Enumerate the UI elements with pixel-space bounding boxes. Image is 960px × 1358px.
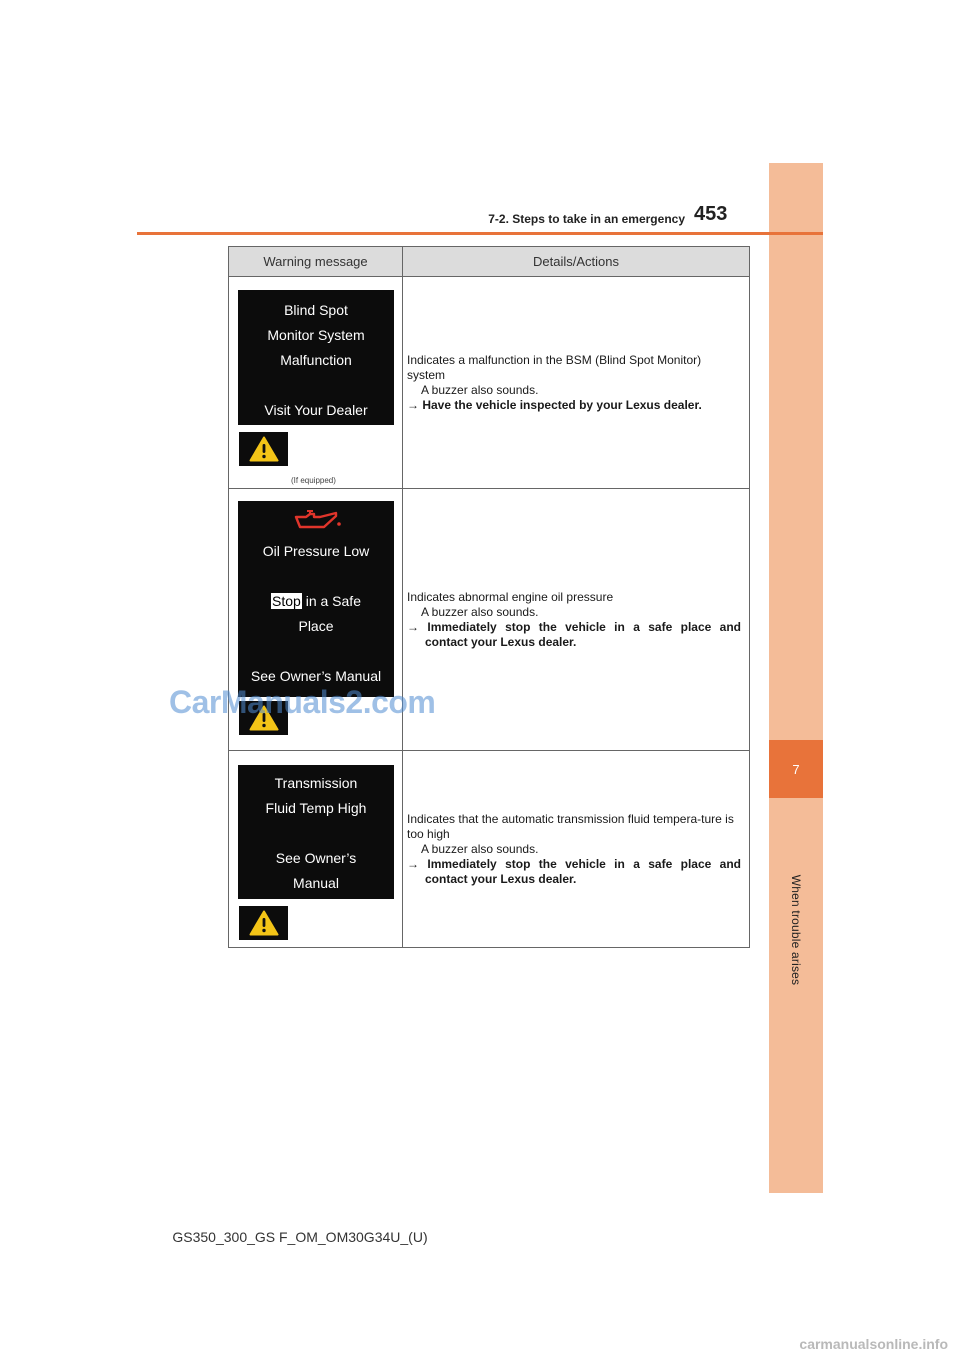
footer-doc-code: GS350_300_GS F_OM_OM30G34U_(U) [172,1229,428,1245]
warning-message-cell [229,277,403,488]
page-number: 453 [694,203,728,225]
screen-gap [238,821,394,846]
detail-buzzer: A buzzer also sounds. [421,382,539,397]
detail-action [407,398,741,413]
screen-gap [238,564,394,589]
warning-table [228,246,750,948]
screen-line: Fluid Temp High [265,800,367,816]
right-arrow-icon: → [407,856,428,871]
detail-description: Indicates abnormal engine oil pressure [407,589,614,604]
details-cell [407,751,741,947]
action-text: Immediately stop the vehicle in a safe place and contact your Lexus dealer. [425,856,741,886]
column-header-details-actions: Details/Actions [403,247,749,277]
detail-buzzer: A buzzer also sounds. [421,841,539,856]
screen-line: Manual [293,875,339,891]
screen-line: Place [298,618,334,634]
screen-line: See Owner’s Manual [250,668,382,684]
display-screen-transmission [238,765,394,899]
screen-line: Malfunction [280,352,352,368]
chapter-number: 7 [769,740,823,798]
action-text: Immediately stop the vehicle in a safe place and contact your Lexus dealer. [425,619,741,649]
warning-indicator [239,432,288,466]
if-equipped-note: (If equipped) [291,476,336,485]
display-screen-oil [238,501,394,697]
corner-watermark: carmanualsonline.info [799,1336,948,1352]
screen-line: Blind Spot [284,302,348,318]
screen-line: Monitor System [267,327,365,343]
right-arrow-icon: → [407,397,423,412]
display-screen-bsm [238,290,394,425]
detail-description: Indicates that the automatic transmission fluid tempera-ture is too high [407,811,734,841]
detail-buzzer: A buzzer also sounds. [421,604,539,619]
warning-indicator [239,906,288,940]
detail-description: Indicates a malfunction in the BSM (Blind Spot Monitor) system [407,352,702,382]
detail-action [407,857,741,887]
warning-triangle-icon [249,910,279,936]
watermark: CarManuals2.com [169,684,436,720]
warning-triangle-icon [249,436,279,462]
details-cell [407,277,741,488]
column-header-warning-message: Warning message [229,247,403,277]
oil-can-icon-wrap [238,509,394,539]
warning-message-cell [229,751,403,947]
table-row-transmission [229,751,749,947]
screen-line: Oil Pressure Low [262,543,370,559]
screen-line [238,589,394,614]
screen-line: Transmission [274,775,358,791]
screen-line-rest: in a Safe [305,593,361,609]
details-cell [407,489,741,750]
screen-line: See Owner’s [275,850,357,866]
detail-action [407,620,741,650]
table-row-bsm [229,277,749,489]
screen-gap [238,373,394,398]
right-arrow-icon: → [407,619,428,634]
stop-highlight: Stop [272,593,301,609]
screen-gap [238,639,394,664]
side-band [769,163,823,1193]
oil-can-icon [290,509,342,531]
chapter-title: When trouble arises [789,874,803,986]
header-rule [137,232,823,235]
screen-line: Visit Your Dealer [264,402,368,418]
section-title: 7-2. Steps to take in an emergency [488,212,685,226]
action-text: Have the vehicle inspected by your Lexus dealer. [422,397,702,412]
